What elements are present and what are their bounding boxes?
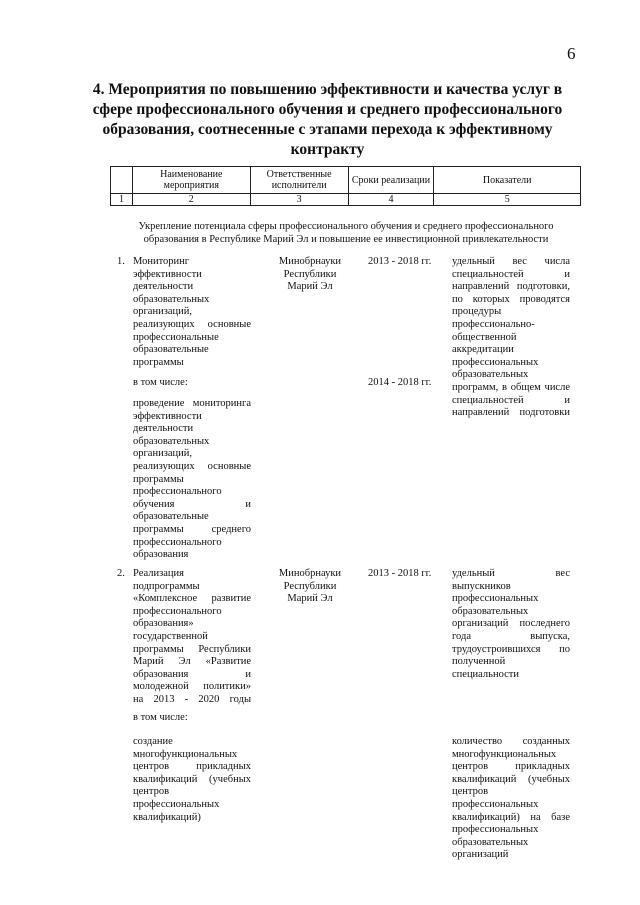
header-number: 2 [132, 194, 250, 206]
executor: Минобрнауки Республики Марий Эл [278, 568, 342, 605]
header-indicators: Показатели [434, 167, 581, 194]
including-label: в том числе: [133, 712, 188, 723]
period: 2013 - 2018 гг. [368, 256, 432, 267]
page-number: 6 [567, 44, 576, 63]
header-number: 3 [250, 194, 348, 206]
period: 2013 - 2018 гг. [368, 568, 432, 579]
table-header [110, 166, 581, 206]
header-executors: Ответственные исполнители [250, 167, 348, 194]
sub-indicator: количество созданных многофункциональных центров прикладных квалификаций (учебных центров профессиональных квалификаций) на базе профессиональных образовательных организаций [452, 736, 570, 861]
row-number: 2. [117, 568, 125, 579]
row-number: 1. [117, 256, 125, 267]
header-number: 1 [111, 194, 133, 206]
indicator: удельный вес выпускников профессиональных образовательных организаций последнего года выпуска, трудоустроившихся по полученной специальности [452, 568, 570, 680]
header-event-name: Наименование мероприятия [132, 167, 250, 194]
document-heading: 4. Мероприятия по повышению эффективности и качества услуг в сфере профессионального обучения и среднего профессионального образования, соотнесенные с этапами перехода к эффективному контракту [92, 81, 563, 158]
event-name: Мониторинг эффективности деятельности образовательных организаций, реализующих основные профессиональные образовательные программы [133, 256, 251, 368]
indicator: удельный вес числа специальностей и направлений подготовки, по которых проводятся процедуры профессионально-общественной аккредитации профессиональных образовательных программ, в общем числе специальностей и направлений подготовки [452, 256, 570, 419]
header-period: Сроки реализации [348, 167, 434, 194]
sub-event-name: создание многофункциональных центров прикладных квалификаций (учебных центров профессиональных квалификаций) [133, 736, 251, 823]
section-title: Укрепление потенциала сферы профессионального обучения и среднего профессионального образования в Республике Марий Эл и повышение ее инвестиционной привлекательности [138, 221, 554, 245]
executor: Минобрнауки Республики Марий Эл [278, 256, 342, 293]
header-cell-empty [111, 167, 133, 194]
including-label: в том числе: [133, 377, 188, 388]
header-number: 5 [434, 194, 581, 206]
sub-period: 2014 - 2018 гг. [368, 377, 432, 388]
sub-event-name: проведение мониторинга эффективности деятельности образовательных организаций, реализующих основные программы профессионального обучения и образовательные программы среднего профессионального образования [133, 398, 251, 561]
event-name: Реализация подпрограммы «Комплексное развитие профессионального образования» государственной программы Республики Марий Эл «Развитие образования и молодежной политики» на 2013 - 2020 годы [133, 568, 251, 705]
header-number: 4 [348, 194, 434, 206]
